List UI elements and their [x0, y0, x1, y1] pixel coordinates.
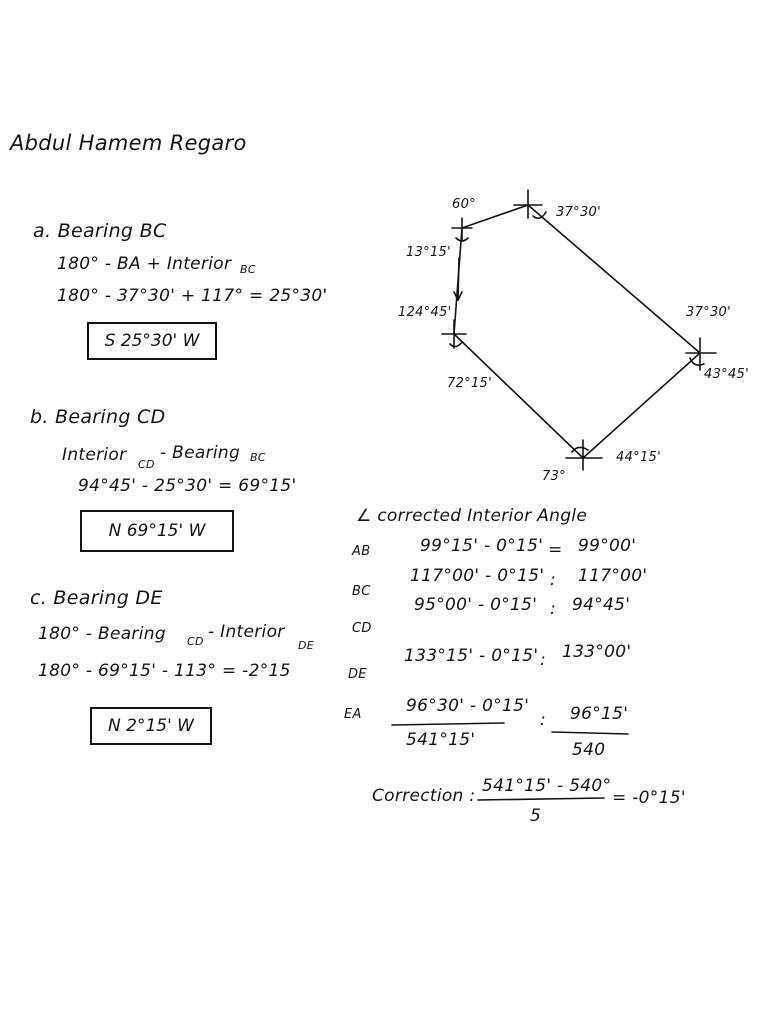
row-result-de: 133°00': [562, 642, 632, 662]
row-expr-cd: 95°00' - 0°15': [414, 595, 538, 615]
angle-label-top-left-lower: 13°15': [406, 245, 451, 260]
correction-label: Correction :: [372, 786, 476, 806]
angle-label-top-left-upper: 60°: [452, 197, 476, 212]
row-result-ab: 99°00': [578, 536, 637, 556]
row-label-ab: AB: [352, 544, 371, 559]
sum-left: 541°15': [406, 730, 476, 750]
fraction-bar: [478, 798, 604, 800]
angle-label-bottom-a: 73°: [542, 469, 566, 484]
part-c-formula-left: 180° - Bearing: [38, 624, 166, 644]
row-label-cd: CD: [352, 621, 372, 636]
row-expr-ea: 96°30' - 0°15': [406, 696, 530, 716]
part-a-formula: 180° - BA + Interior: [57, 254, 232, 274]
part-c-answer: N 2°15' W: [108, 716, 194, 736]
row-label-de: DE: [348, 667, 367, 682]
row-expr-de: 133°15' - 0°15': [404, 646, 539, 666]
part-b-formula-left-sub: CD: [138, 458, 155, 471]
sum-right: 540: [572, 740, 606, 760]
correction-result: = -0°15': [612, 788, 686, 808]
row-eq-ab: =: [548, 540, 563, 560]
part-c-formula-right: - Interior: [208, 622, 285, 642]
part-c-formula-left-sub: CD: [187, 635, 204, 648]
row-result-ea: 96°15': [570, 704, 629, 724]
part-b-heading: b. Bearing CD: [30, 406, 166, 428]
part-a-formula-sub: BC: [240, 263, 256, 276]
row-result-cd: 94°45': [572, 595, 631, 615]
angle-label-top: 37°30': [556, 205, 601, 220]
row-expr-bc: 117°00' - 0°15': [410, 566, 545, 586]
row-eq-ea: :: [540, 710, 547, 730]
part-b-formula-right-sub: BC: [250, 451, 266, 464]
part-b-formula-left: Interior: [62, 445, 127, 465]
corrected-table-title: ∠ corrected Interior Angle: [356, 506, 588, 526]
student-name: Abdul Hamem Regaro: [10, 131, 247, 155]
part-c-heading: c. Bearing DE: [30, 587, 163, 609]
angle-label-bottom-b: 44°15': [616, 450, 661, 465]
angle-label-bottom-left: 72°15': [447, 376, 492, 391]
part-a-calc: 180° - 37°30' + 117° = 25°30': [57, 286, 328, 306]
part-a-heading: a. Bearing BC: [33, 220, 167, 242]
part-c-calc: 180° - 69°15' - 113° = -2°15: [38, 661, 291, 681]
row-label-ea: EA: [344, 707, 362, 722]
part-c-formula-right-sub: DE: [298, 639, 315, 652]
row-expr-ab: 99°15' - 0°15': [420, 536, 544, 556]
correction-denominator: 5: [530, 806, 542, 826]
sum-line-right: [552, 732, 628, 734]
row-eq-de: :: [540, 650, 547, 670]
part-b-formula-right: - Bearing: [160, 443, 241, 463]
correction-numerator: 541°15' - 540°: [482, 776, 612, 796]
part-a-answer: S 25°30' W: [104, 331, 200, 351]
row-eq-bc: :: [550, 570, 557, 590]
row-label-bc: BC: [352, 584, 371, 599]
angle-label-left: 124°45': [398, 305, 452, 320]
angle-label-right-lower: 43°45': [704, 367, 749, 382]
sum-line-left: [392, 723, 504, 725]
part-b-calc: 94°45' - 25°30' = 69°15': [78, 476, 297, 496]
row-eq-cd: :: [550, 599, 557, 619]
part-b-answer: N 69°15' W: [108, 521, 206, 541]
row-result-bc: 117°00': [578, 566, 648, 586]
angle-label-right-upper: 37°30': [686, 305, 731, 320]
